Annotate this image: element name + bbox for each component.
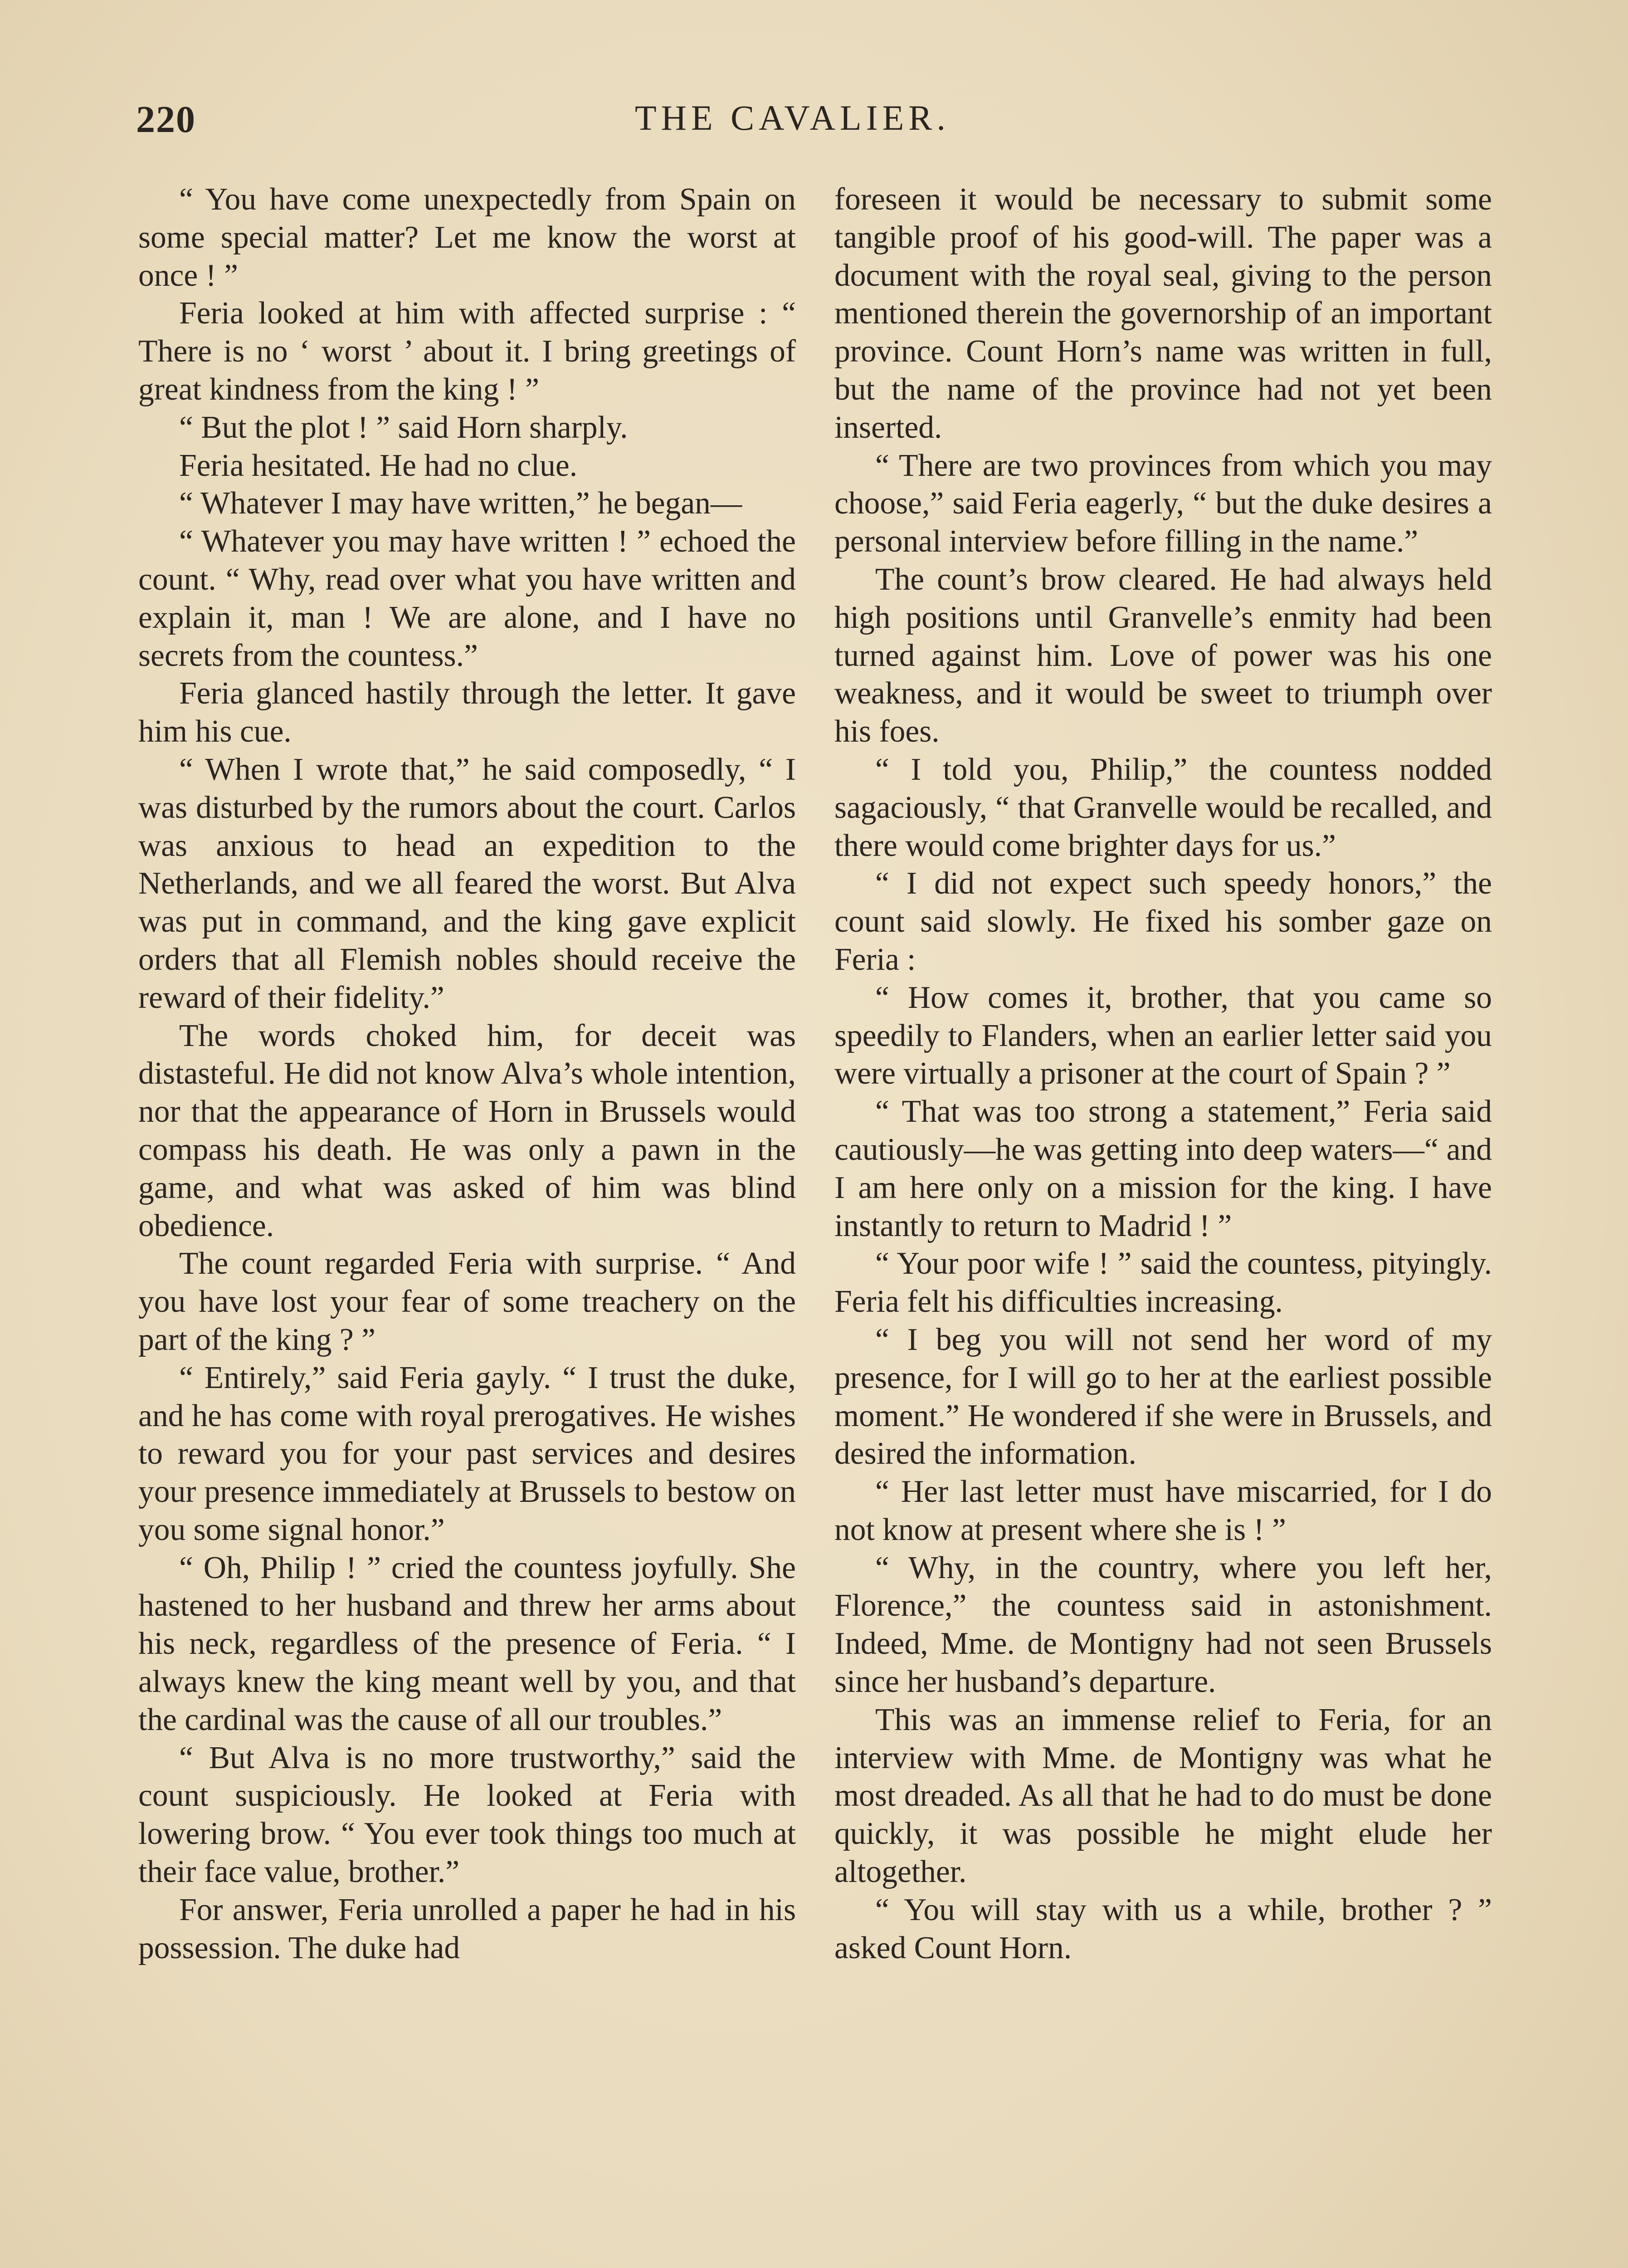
running-head: THE CAVALIER. bbox=[635, 98, 950, 137]
paragraph: “ You will stay with us a while, brother ? ” asked Count Horn. bbox=[834, 1892, 1492, 1965]
paragraph: “ Oh, Philip ! ” cried the countess joyfully. She hastened to her husband and threw her arms about his neck, regardless of the presence of Feria. “ I always knew the king meant well by you, and that the cardinal was the cause of all our troubles.” bbox=[138, 1550, 796, 1737]
paragraph: “ Whatever I may have written,” he began— bbox=[179, 486, 742, 521]
paragraph: “ That was too strong a statement,” Feria said cautiously—he was getting into deep waters—“ and I am here only on a mission for the king. I have instantly to return to Madrid ! ” bbox=[834, 1094, 1492, 1243]
paragraph: “ I beg you will not send her word of my presence, for I will go to her at the earliest possible moment.” He wondered if she were in Brussels, and desired the information. bbox=[834, 1322, 1492, 1471]
paragraph: “ I told you, Philip,” the countess nodded sagaciously, “ that Granvelle would be recalled, and there would come brighter days for us.” bbox=[834, 752, 1492, 863]
left-column bbox=[138, 181, 796, 1967]
paragraph-continued: foreseen it would be necessary to submit some tangible proof of his good-will. The paper was a document with the royal seal, giving to the person mentioned therein the governorship of an important province. Count Horn’s name was written in full, but the name of the province had not yet been inserted. bbox=[834, 182, 1492, 445]
paragraph: “ Entirely,” said Feria gayly. “ I trust the duke, and he has come with royal prerogatives. He wishes to reward you for your past services and desires your presence immediately at Brussels to bestow on you some signal honor.” bbox=[138, 1360, 796, 1547]
paragraph: For answer, Feria unrolled a paper he had in his possession. The duke had bbox=[138, 1892, 796, 1965]
page-header bbox=[136, 98, 1496, 147]
paragraph: “ But the plot ! ” said Horn sharply. bbox=[179, 410, 628, 445]
paragraph: “ You have come unexpectedly from Spain on some special matter? Let me know the worst at once ! ” bbox=[138, 182, 796, 293]
paragraph: “ How comes it, brother, that you came so speedily to Flanders, when an earlier letter said you were virtually a prisoner at the court of Spain ? ” bbox=[834, 980, 1492, 1091]
paragraph: “ Whatever you may have written ! ” echoed the count. “ Why, read over what you have written and explain it, man ! We are alone, and I have no secrets from the countess.” bbox=[138, 524, 796, 673]
paragraph: “ Your poor wife ! ” said the countess, pityingly. Feria felt his difficulties increasing. bbox=[834, 1246, 1492, 1320]
paragraph: Feria looked at him with affected surprise : “ There is no ‘ worst ’ about it. I bring greetings of great kindness from the king ! ” bbox=[138, 296, 796, 407]
paragraph: This was an immense relief to Feria, for an interview with Mme. de Montigny was what he most dreaded. As all that he had to do must be done quickly, it was possible he might elude her altogether. bbox=[834, 1702, 1492, 1890]
paragraph: “ I did not expect such speedy honors,” the count said slowly. He fixed his somber gaze on Feria : bbox=[834, 866, 1492, 977]
paragraph: The count regarded Feria with surprise. “ And you have lost your fear of some treachery on the part of the king ? ” bbox=[138, 1246, 796, 1357]
paragraph: “ But Alva is no more trustworthy,” said the count suspiciously. He looked at Feria with lowering brow. “ You ever took things too much at their face value, brother.” bbox=[138, 1740, 796, 1890]
paragraph: “ Her last letter must have miscarried, for I do not know at present where she is ! ” bbox=[834, 1474, 1492, 1547]
paragraph: Feria glanced hastily through the letter. It gave him his cue. bbox=[138, 676, 796, 749]
paragraph: “ There are two provinces from which you may choose,” said Feria eagerly, “ but the duke desires a personal interview before filling in the name.” bbox=[834, 448, 1492, 559]
right-column bbox=[834, 181, 1492, 1967]
paragraph: “ Why, in the country, where you left her, Florence,” the countess said in astonishment. Indeed, Mme. de Montigny had not seen Brussels since her husband’s departure. bbox=[834, 1550, 1492, 1700]
page-number: 220 bbox=[136, 98, 196, 141]
paragraph: The words choked him, for deceit was distasteful. He did not know Alva’s whole intention, nor that the appearance of Horn in Brussels would compass his death. He was only a pawn in the game, and what was asked of him was blind obedience. bbox=[138, 1018, 796, 1243]
paragraph: Feria hesitated. He had no clue. bbox=[179, 448, 578, 483]
paragraph: “ When I wrote that,” he said composedly, “ I was disturbed by the rumors about the court. Carlos was anxious to head an expedition to the Netherlands, and we all feared the worst. But Alva was put in command, and the king gave explicit orders that all Flemish nobles should receive the reward of their fidelity.” bbox=[138, 752, 796, 1015]
paragraph: The count’s brow cleared. He had always held high positions until Granvelle’s enmity had been turned against him. Love of power was his one weakness, and it would be sweet to triumph over his foes. bbox=[834, 562, 1492, 749]
